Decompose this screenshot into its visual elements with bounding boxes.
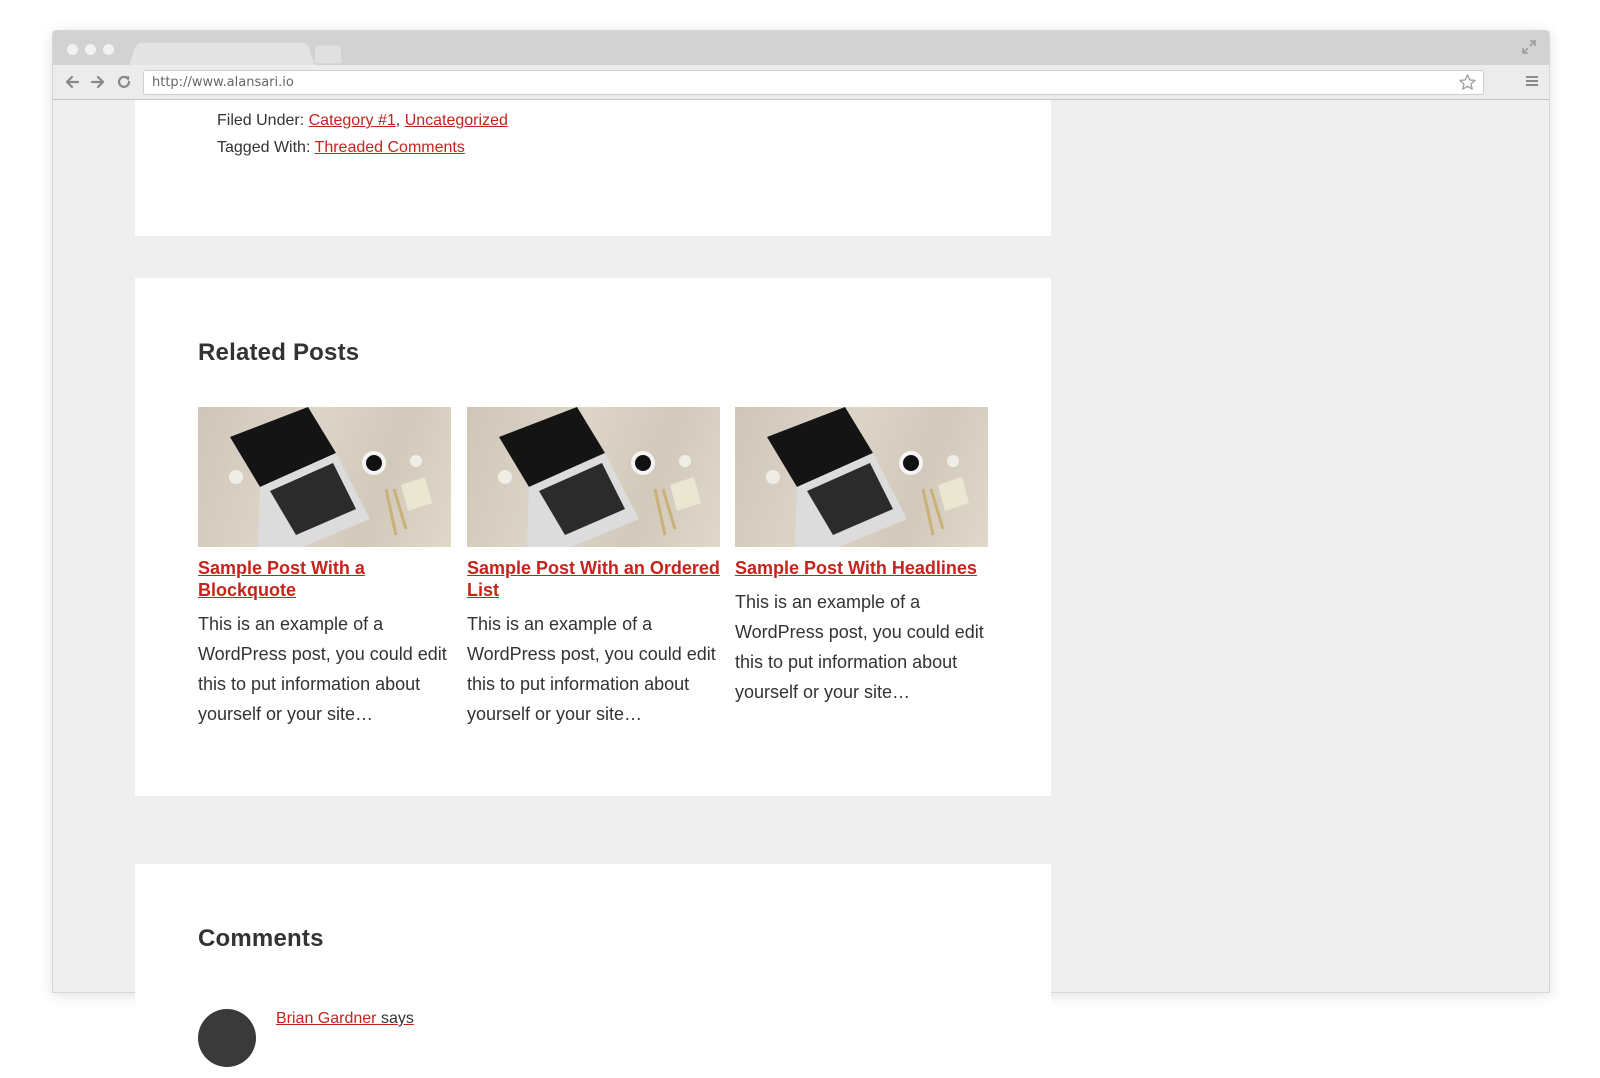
comments-card [135,864,1051,1064]
browser-chrome [53,31,1549,100]
related-post-excerpt: This is an example of a WordPress post, you could edit this to put information about yourself or your site… [198,614,447,724]
comments-heading: Comments [198,925,324,952]
tagged-with-label: Tagged With: [217,139,311,156]
related-posts-heading: Related Posts [198,339,360,366]
category-link[interactable]: Uncategorized [404,112,508,129]
related-post-title-link[interactable]: Sample Post With Headlines [735,558,977,578]
category-separator: , [395,112,401,129]
comment-author-name: Brian Gardner [276,1010,377,1027]
window-zoom-dot[interactable] [103,44,114,55]
laptop-photo [735,407,988,547]
menu-icon[interactable] [1525,74,1539,88]
page-viewport[interactable] [53,100,1549,1027]
related-post [467,407,720,729]
comment-author-link[interactable] [276,1010,414,1028]
category-link[interactable]: Category #1 [308,112,396,129]
related-posts-card [135,278,1051,796]
window-minimize-dot[interactable] [85,44,96,55]
new-tab-button[interactable] [314,45,341,63]
post-thumbnail[interactable] [467,407,720,547]
tagged-with-line [217,139,465,157]
window-close-dot[interactable] [67,44,78,55]
related-post [735,407,988,707]
browser-toolbar [53,65,1549,99]
reload-icon[interactable] [115,73,133,91]
filed-under-line [217,112,508,130]
url-text: http://www.alansari.io [152,75,294,90]
post-thumbnail[interactable] [735,407,988,547]
laptop-photo [198,407,451,547]
back-arrow-icon[interactable] [63,73,81,91]
related-post-title-link[interactable]: Sample Post With an Ordered List [467,558,720,600]
star-icon[interactable] [1458,73,1477,92]
related-post-excerpt: This is an example of a WordPress post, you could edit this to put information about yourself or your site… [467,614,716,724]
browser-tab[interactable] [129,43,315,67]
address-bar[interactable] [143,70,1484,95]
comment-says-label: says [380,1010,414,1027]
avatar [198,1009,256,1067]
post-thumbnail[interactable] [198,407,451,547]
related-post-title-link[interactable]: Sample Post With a Blockquote [198,558,365,600]
tag-link[interactable]: Threaded Comments [314,139,465,156]
related-post [198,407,451,729]
browser-window [52,30,1550,1027]
expand-icon[interactable] [1521,39,1537,55]
forward-arrow-icon[interactable] [89,73,107,91]
related-post-excerpt: This is an example of a WordPress post, you could edit this to put information about yourself or your site… [735,592,984,702]
filed-under-label: Filed Under: [217,112,305,129]
post-meta-card [135,100,1051,236]
laptop-photo [467,407,720,547]
